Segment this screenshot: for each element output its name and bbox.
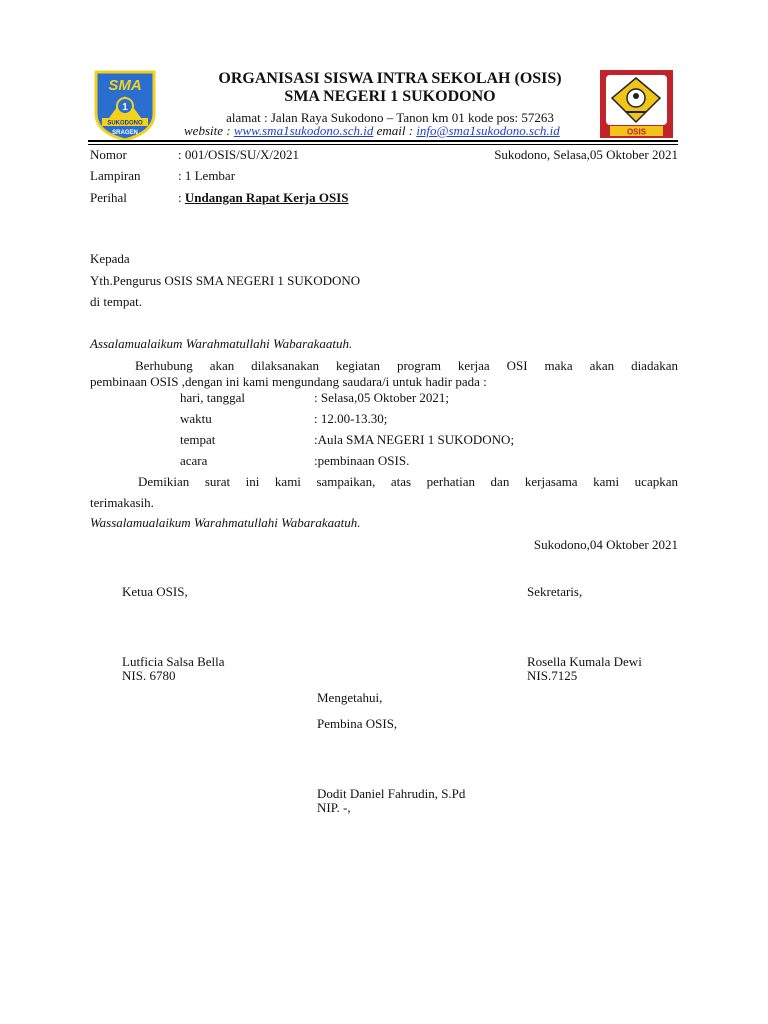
sign-date: Sukodono,04 Oktober 2021 (533, 537, 678, 552)
closing-line-1: Demikian surat ini kami sampaikan, atas perhatian dan kerjasama kami ucapkan (138, 474, 678, 489)
farewell: Wassalamualaikum Warahmatullahi Wabarakaatuh. (90, 515, 361, 530)
lampiran-label: Lampiran (90, 168, 141, 183)
detail-label-date: hari, tanggal (180, 390, 245, 405)
recipient-name: Yth.Pengurus OSIS SMA NEGERI 1 SUKODONO (90, 273, 361, 288)
osis-logo (600, 70, 673, 138)
perihal-value: Undangan Rapat Kerja OSIS (184, 190, 349, 205)
closing-line-2: terimakasih. (90, 495, 154, 510)
ketua-nis: NIS. 6780 (122, 668, 176, 683)
nomor-label: Nomor (90, 147, 127, 162)
logo-ribbon-text: SUKODONO (107, 120, 143, 127)
lampiran-value: : 1 Lembar (178, 168, 236, 183)
perihal-line (178, 190, 349, 206)
logo-number-text: 1 (122, 102, 128, 113)
school-title: SMA NEGERI 1 SUKODONO (284, 88, 496, 105)
paragraph-line-2: pembinaan OSIS ,dengan ini kami mengundang saudara/i untuk hadir pada : (90, 374, 487, 389)
header-divider-thin (88, 144, 678, 145)
sekretaris-name: Rosella Kumala Dewi (527, 654, 642, 669)
detail-label-agenda: acara (180, 453, 208, 468)
kepada: Kepada (90, 251, 130, 266)
ketua-name: Lutficia Salsa Bella (122, 654, 225, 669)
logo-bottom-text: SRAGEN (112, 130, 138, 136)
org-title: ORGANISASI SISWA INTRA SEKOLAH (OSIS) (218, 70, 562, 87)
place-date: Sukodono, Selasa,05 Oktober 2021 (494, 147, 678, 162)
school-address: alamat : Jalan Raya Sukodono – Tanon km 01 kode pos: 57263 (226, 110, 554, 125)
detail-label-place: tempat (180, 432, 216, 447)
detail-label-time: waktu (180, 411, 212, 426)
mengetahui: Mengetahui, (317, 690, 383, 705)
email-label: email : (373, 123, 417, 138)
detail-value-date: : Selasa,05 Oktober 2021; (314, 390, 450, 405)
detail-value-place: :Aula SMA NEGERI 1 SUKODONO; (314, 432, 515, 447)
sekretaris-nis: NIS.7125 (527, 668, 578, 683)
website-label: website : (184, 123, 234, 138)
sekretaris-title: Sekretaris, (527, 584, 583, 599)
nomor-value: : 001/OSIS/SU/X/2021 (178, 147, 299, 162)
pembina-nip: NIP. -, (317, 800, 351, 815)
logo-sma-text: SMA (108, 77, 142, 94)
website-link[interactable]: www.sma1sukodono.sch.id (233, 123, 374, 138)
email-link[interactable]: info@sma1sukodono.sch.id (416, 123, 560, 138)
greeting: Assalamualaikum Warahmatullahi Wabarakaatuh. (90, 336, 353, 351)
paragraph-line-1: Berhubung akan dilaksanakan kegiatan program kerjaa OSI maka akan diadakan (135, 358, 678, 373)
school-logo (92, 68, 158, 142)
detail-value-agenda: :pembinaan OSIS. (314, 453, 410, 468)
ketua-title: Ketua OSIS, (122, 584, 188, 599)
pembina-title: Pembina OSIS, (317, 716, 398, 731)
detail-value-time: : 12.00-13.30; (314, 411, 388, 426)
contact-line (184, 123, 560, 139)
perihal-label: Perihal (90, 190, 127, 205)
pembina-name: Dodit Daniel Fahrudin, S.Pd (317, 786, 466, 801)
perihal-colon: : (178, 190, 185, 205)
recipient-place: di tempat. (90, 294, 142, 309)
logo-osis-text: OSIS (626, 127, 647, 137)
header-divider (88, 140, 678, 142)
